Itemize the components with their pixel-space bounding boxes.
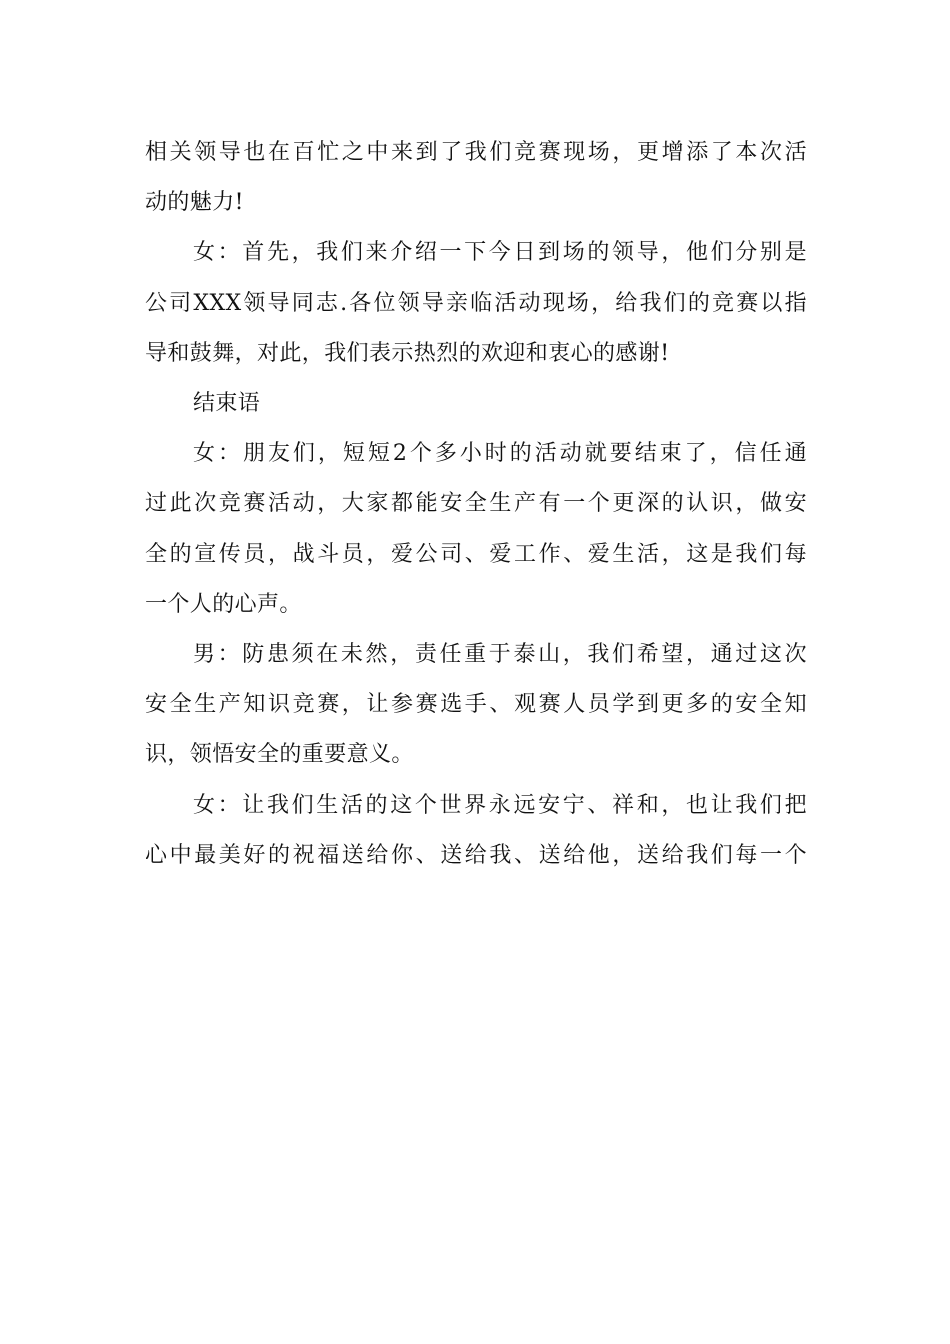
text-line: 相关领导也在百忙之中来到了我们竞赛现场，更增添了本次活 — [145, 140, 807, 165]
text-line: 过此次竞赛活动，大家都能安全生产有一个更深的认识，做安 — [145, 491, 807, 517]
text-line: 心中最美好的祝福送给你、送给我、送给他，送给我们每一个 — [145, 842, 807, 868]
text-line: 女：首先，我们来介绍一下今日到场的领导，他们分别是 — [193, 240, 807, 266]
text-line: 导和鼓舞，对此，我们表示热烈的欢迎和衷心的感谢! — [145, 340, 670, 366]
text-line: 全的宣传员，战斗员，爱公司、爱工作、爱生活，这是我们每 — [145, 541, 807, 567]
text-line: 女：让我们生活的这个世界永远安宁、祥和，也让我们把 — [193, 792, 807, 818]
text-line: 女：朋友们，短短2个多小时的活动就要结束了，信任通 — [193, 441, 807, 467]
paragraph-introduce-leaders — [145, 228, 807, 379]
text-line: 动的魅力! — [145, 190, 244, 216]
paragraph-leaders-intro-end — [145, 128, 807, 228]
text-line: 一个人的心声。 — [145, 591, 302, 617]
section-heading-closing — [145, 379, 807, 429]
text-line: 公司XXX领导同志.各位领导亲临活动现场，给我们的竞赛以指 — [145, 290, 807, 316]
text-line: 男：防患须在未然，责任重于泰山，我们希望，通过这次 — [193, 642, 807, 668]
document-body — [145, 128, 807, 881]
paragraph-closing-female-2 — [145, 781, 807, 881]
paragraph-closing-female-1 — [145, 429, 807, 630]
text-line: 识，领悟安全的重要意义。 — [145, 742, 414, 768]
paragraph-closing-male — [145, 630, 807, 781]
section-heading: 结束语 — [193, 391, 261, 417]
text-line: 安全生产知识竞赛，让参赛选手、观赛人员学到更多的安全知 — [145, 692, 807, 718]
